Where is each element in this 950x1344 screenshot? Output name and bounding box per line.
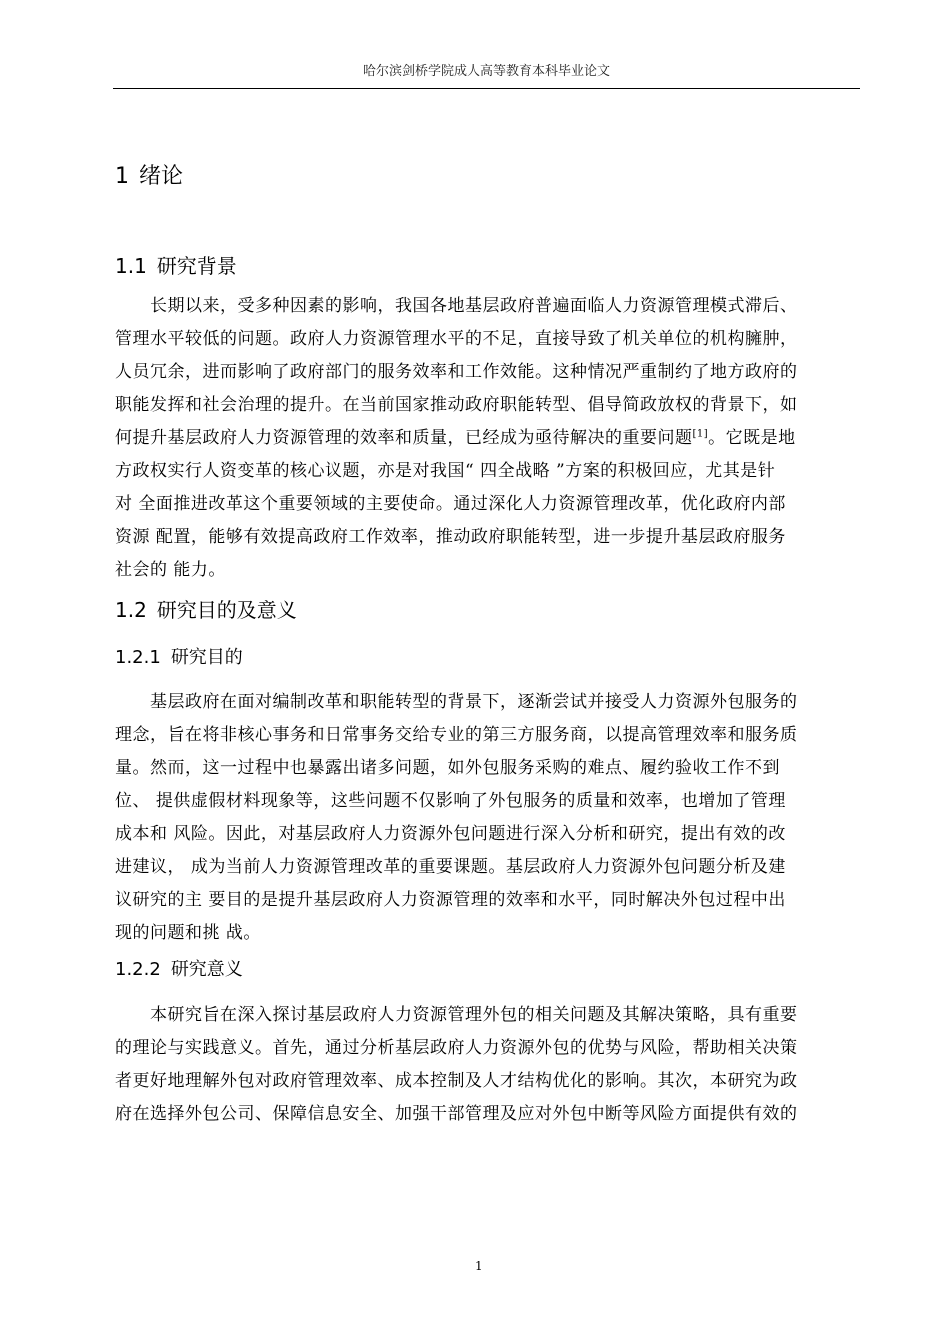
header-divider: [113, 88, 860, 89]
paragraph-line: 位、 提供虚假材料现象等，这些问题不仅影响了外包服务的质量和效率，也增加了管理: [115, 791, 786, 811]
section-heading-background: [115, 252, 237, 280]
paragraph-line: 理念，旨在将非核心事务和日常事务交给专业的第三方服务商，以提高管理效率和服务质: [115, 725, 798, 745]
section-title: 研究背景: [156, 254, 237, 278]
subsection-heading-purpose: [115, 645, 243, 671]
paragraph-line: 成本和 风险。因此，对基层政府人力资源外包问题进行深入分析和研究，提出有效的改: [115, 824, 786, 844]
paragraph-line: 对 全面推进改革这个重要领域的主要使命。通过深化人力资源管理改革，优化政府内部: [115, 494, 786, 514]
paragraph-line: 议研究的主 要目的是提升基层政府人力资源管理的效率和水平，同时解决外包过程中出: [115, 890, 786, 910]
paragraph-line: 方政权实行人资变革的核心议题，亦是对我国“ 四全战略 ”方案的积极回应，尤其是针: [115, 461, 776, 481]
paragraph-line: 资源 配置，能够有效提高政府工作效率，推动政府职能转型，进一步提升基层政府服务: [115, 527, 786, 547]
chapter-heading: [115, 162, 183, 192]
subsection-title: 研究意义: [170, 959, 243, 980]
section-number: 1.2: [115, 598, 147, 622]
chapter-title: 绪论: [139, 164, 184, 189]
subsection-title: 研究目的: [170, 647, 243, 668]
subsection-number: 1.2.1: [115, 647, 161, 668]
chapter-number: 1: [115, 164, 129, 189]
citation-reference: [1]: [692, 428, 709, 440]
paragraph-line: 社会的 能力。: [115, 560, 226, 580]
paragraph-line: 者更好地理解外包对政府管理效率、成本控制及人才结构优化的影响。其次，本研究为政: [115, 1071, 798, 1091]
section-number: 1.1: [115, 254, 147, 278]
paragraph-line: 管理水平较低的问题。政府人力资源管理水平的不足，直接导致了机关单位的机构臃肿，: [115, 329, 798, 349]
running-header: 哈尔滨剑桥学院成人高等教育本科毕业论文: [362, 64, 610, 79]
paragraph-purpose: [115, 686, 865, 950]
paragraph-line: 量。然而，这一过程中也暴露出诸多问题，如外包服务采购的难点、履约验收工作不到: [115, 758, 780, 778]
section-heading-purpose-significance: [115, 596, 297, 624]
paragraph-line: 职能发挥和社会治理的提升。在当前国家推动政府职能转型、倡导简政放权的背景下，如: [115, 395, 798, 415]
paragraph-background: [115, 290, 865, 587]
section-title: 研究目的及意义: [156, 598, 297, 622]
paragraph-line: 本研究旨在深入探讨基层政府人力资源管理外包的相关问题及其解决策略，具有重要: [115, 1005, 798, 1025]
paragraph-line: 基层政府在面对编制改革和职能转型的背景下，逐渐尝试并接受人力资源外包服务的: [115, 692, 798, 712]
subsection-number: 1.2.2: [115, 959, 161, 980]
paragraph-line: [115, 422, 865, 455]
paragraph-line: 现的问题和挑 战。: [115, 923, 261, 943]
paragraph-line: 长期以来，受多种因素的影响，我国各地基层政府普遍面临人力资源管理模式滞后、: [115, 296, 798, 316]
page-number: 1: [475, 1259, 483, 1273]
paragraph-significance: [115, 999, 865, 1131]
paragraph-line: 府在选择外包公司、保障信息安全、加强干部管理及应对外包中断等风险方面提供有效的: [115, 1104, 798, 1124]
paragraph-line: 进建议， 成为当前人力资源管理改革的重要课题。基层政府人力资源外包问题分析及建: [115, 857, 786, 877]
subsection-heading-significance: [115, 957, 243, 983]
paragraph-text: 何提升基层政府人力资源管理的效率和质量，已经成为亟待解决的重要问题: [115, 428, 693, 448]
paragraph-text: 。它既是地: [708, 428, 796, 448]
paragraph-line: 的理论与实践意义。首先，通过分析基层政府人力资源外包的优势与风险，帮助相关决策: [115, 1038, 798, 1058]
paragraph-line: 人员冗余，进而影响了政府部门的服务效率和工作效能。这种情况严重制约了地方政府的: [115, 362, 798, 382]
